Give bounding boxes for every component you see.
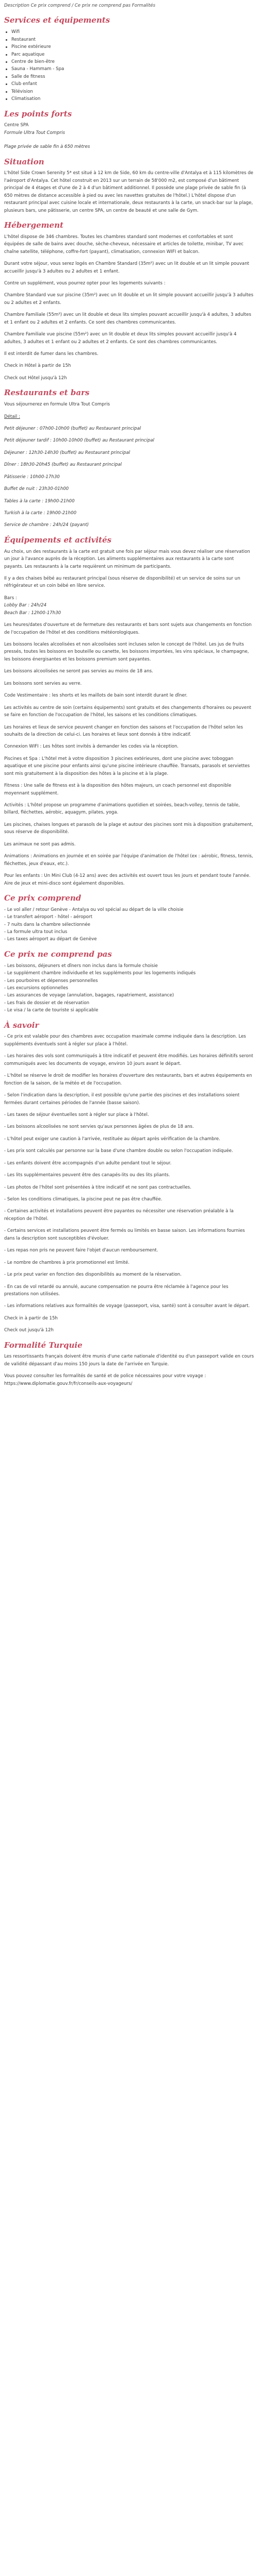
section-restaurants [4, 388, 254, 529]
bullet-icon [6, 76, 7, 78]
section-title: Restaurants et bars [4, 388, 90, 398]
paragraph: Durant votre séjour, vous serez logés en Chambre Standard (35m²) avec un lit double et un lit simple pouvant accueillir jusqu'à 3 adultes ou 2 adultes et 1 enfant. [4, 261, 249, 274]
paragraph: Centre SPA [4, 123, 29, 128]
paragraph: - Les horaires des vols sont communiqués à titre indicatif et peuvent être modifiés. Les horaires définitifs seront communiqués avec les documents de voyage, environ 10 jours avant le départ. [4, 1054, 253, 1066]
paragraph: Lobby Bar : 24h/24 [4, 603, 47, 608]
paragraph: Activités : L'hôtel propose un programme d'animations quotidien et soirées, beach-volley, tennis de table, billard, fléchettes, aérobic, aquagym, pilates, yoga. [4, 803, 240, 816]
section-title: Hébergement [4, 221, 63, 230]
paragraph: - Les pourboires et dépenses personnelles [4, 978, 98, 984]
paragraph: Pour les enfants : Un Mini Club (4-12 ans) avec des activités est ouvert tous les jours et pendant toute l'année. Aire de jeux et mini-disco sont également disponibles. [4, 873, 251, 886]
paragraph: - Les lits supplémentaires peuvent être des canapés-lits ou des lits pliants. [4, 1173, 170, 1178]
paragraph: - Les repas non pris ne peuvent faire l'objet d'aucun remboursement. [4, 1248, 158, 1253]
paragraph: Fitness : Une salle de fitness est à la disposition des hôtes majeurs, un coach personnel est disponible moyennant supplément. [4, 783, 232, 796]
breadcrumb-intro: Description Ce prix comprend / Ce prix ne comprend pas Formalités [4, 3, 155, 8]
bullet-icon [6, 91, 7, 93]
paragraph: Chambre Familiale vue piscine (55m²) avec un lit double et deux lits simples pouvant accueillir jusqu'à 4 adultes, 3 adultes et 1 enfant ou 2 adultes et 2 enfants. Ce sont des chambres communicantes. [4, 332, 237, 345]
list-item: Parc aquatique [4, 51, 254, 58]
paragraph: - Le prix peut varier en fonction des disponibilités au moment de la réservation. [4, 1272, 182, 1278]
list-item: Piscine extérieure [4, 43, 254, 50]
paragraph: - Les boissons, déjeuners et dîners non inclus dans la formule choisie [4, 963, 158, 969]
paragraph: Animations : Animations en journée et en soirée par l'équipe d'animation de l'hôtel (ex : aérobic, fitness, tennis, fléchettes, jeux d'eaux, etc.). [4, 854, 253, 867]
paragraph: - L'hôtel peut exiger une caution à l'arrivée, restituée au départ après vérification de la chambre. [4, 1136, 220, 1142]
paragraph: Vous séjournerez en formule Ultra Tout Compris [4, 402, 110, 408]
paragraph: Code Vestimentaire : les shorts et les maillots de bain sont interdit durant le dîner. [4, 693, 188, 699]
paragraph: - Ce prix est valable pour des chambres avec occupation maximale comme indiquée dans la description. Les suppléments éventuels sont à régler sur place à l'hôtel. [4, 1034, 246, 1047]
list-item: Télévision [4, 88, 254, 95]
section-title: À savoir [4, 1020, 39, 1030]
list-item: Sauna - Hammam - Spa [4, 65, 254, 73]
section-formalites [4, 1341, 254, 1388]
paragraph: - Les photos de l'hôtel sont présentées à titre indicatif et ne sont pas contractuelles. [4, 1184, 191, 1190]
paragraph: - Certaines activités et installations peuvent être payantes ou nécessiter une réservation préalable à la réception de l'hôtel. [4, 1209, 234, 1222]
paragraph: Piscines et Spa : L'hôtel met à votre disposition 3 piscines extérieures, dont une piscine avec toboggan aquatique et une piscine pour enfants ainsi qu'une piscine intérieure chauffée. Transats, parasols et serviettes sont mis gratuitement à la disposition des hôtes à la piscine et à la plage. [4, 756, 250, 776]
paragraph: L'hôtel dispose de 346 chambres. Toutes les chambres standard sont modernes et confortables et sont équipées de salle de bains avec douche, sèche-cheveux, nécessaire et articles de toilette, minibar, TV avec chaîne satellite, téléphone, coffre-fort (payant), climatisation, connexion WIFI et balcon. [4, 234, 244, 255]
section-title: Ce prix ne comprend pas [4, 949, 112, 959]
paragraph: - Le nombre de chambres à prix promotionnel est limité. [4, 1260, 130, 1265]
list-item: Centre de bien-être [4, 58, 254, 65]
section-title: Équipements et activités [4, 535, 111, 545]
bullet-icon [6, 83, 7, 85]
bullet-icon [6, 54, 7, 56]
paragraph: - En cas de vol retardé ou annulé, aucune compensation ne pourra être réclamée à l'agence pour les prestations non utilisées. [4, 1284, 229, 1297]
section-title: Situation [4, 157, 44, 166]
section-ce-prix-comprend [4, 893, 254, 943]
paragraph: - Le transfert aéroport - hôtel - aéroport [4, 914, 92, 920]
paragraph: Contre un supplément, vous pourrez opter pour les logements suivants : [4, 280, 166, 286]
paragraph: Formule Ultra Tout Compris [4, 130, 66, 135]
section-title: Formalité Turquie [4, 1340, 83, 1350]
paragraph: Les animaux ne sont pas admis. [4, 841, 76, 847]
bullet-icon [6, 98, 7, 100]
paragraph: Les boissons locales alcoolisées et non alcoolisées sont incluses selon le concept de l'hôtel. Les jus de fruits pressés, toutes les boissons en bouteille ou canette, les boissons importées, les vins spéciaux, le champagne, les boissons énergisantes et les boissons premium sont payantes. [4, 642, 249, 662]
paragraph: Il est interdit de fumer dans les chambres. [4, 351, 99, 357]
paragraph: Buffet de nuit : 23h30-01h00 [4, 486, 69, 492]
paragraph: Il y a des chaises bébé au restaurant principal (sous réserve de disponibilité) et un service de soins sur un réfrigérateur et un coin bébé en libre service. [4, 575, 240, 589]
paragraph: - Le supplément chambre individuelle et les suppléments pour les logements indiqués [4, 971, 196, 976]
paragraph: Les horaires et lieux de service peuvent changer en fonction des saisons et l'occupation de l'hôtel selon les souhaits de la direction de celui-ci. Les horaires et lieux sont donnés à titre indicatif. [4, 724, 243, 737]
paragraph: - Les taxes de séjour éventuelles sont à régler sur place à l'hôtel. [4, 1112, 149, 1117]
paragraph: Les activités au centre de soin (certains équipements) sont gratuits et des changements d'horaires ou peuvent se faire en fonction de l'occupation de l'hôtel, les saisons et les conditions climatiques. [4, 705, 251, 718]
section-equipements [4, 535, 254, 887]
paragraph: Dîner : 18h30-20h45 (buffet) au Restaurant principal [4, 462, 122, 468]
paragraph: Petit déjeuner tardif : 10h00-10h00 (buffet) au Restaurant principal [4, 438, 154, 444]
paragraph: - Les assurances de voyage (annulation, bagages, rapatriement, assistance) [4, 993, 174, 998]
bullet-icon [6, 46, 7, 48]
paragraph: - L'hôtel se réserve le droit de modifier les horaires d'ouverture des restaurants, bars et autres équipements en fonction de la saison, de la météo et de l'occupation. [4, 1073, 252, 1086]
paragraph: Check in à partir de 15h [4, 1315, 58, 1321]
list-item: Salle de fitness [4, 73, 254, 80]
paragraph: - La formule ultra tout inclus [4, 929, 68, 935]
paragraph: - Certains services et installations peuvent être fermés ou limités en basse saison. Les informations fournies dans la description sont susceptibles d'évoluer. [4, 1228, 245, 1241]
section-a-savoir [4, 1021, 254, 1334]
paragraph: - Les boissons alcoolisées ne sont servies qu'aux personnes âgées de plus de 18 ans. [4, 1124, 194, 1130]
paragraph: - Les frais de dossier et de réservation [4, 1000, 90, 1006]
section-hebergement [4, 221, 254, 382]
bullet-icon [6, 39, 7, 41]
paragraph: - Selon l'indication dans la description, il est possible qu'une partie des piscines et des installations soient fermées durant certaines périodes de l'année (basse saison). [4, 1093, 240, 1106]
paragraph: - Les informations relatives aux formalités de voyage (passeport, visa, santé) sont à consulter avant le départ. [4, 1303, 250, 1309]
paragraph: Vous pouvez consulter les formalités de santé et de police nécessaires pour votre voyage : https://www.diplomatie.gouv.fr/fr/conseils-aux-voyageurs/ [4, 1374, 206, 1386]
section-title: Ce prix comprend [4, 893, 82, 903]
paragraph: - Le visa / la carte de touriste si applicable [4, 1008, 99, 1013]
paragraph: Tables à la carte : 19h00-21h00 [4, 498, 75, 504]
paragraph: Déjeuner : 12h30-14h30 (buffet) au Restaurant principal [4, 450, 130, 455]
list-item: Club enfant [4, 80, 254, 88]
paragraph: Les boissons sont servies au verre. [4, 681, 82, 686]
section-points-forts [4, 109, 254, 151]
bullet-icon [6, 69, 7, 70]
paragraph: Les boissons alcoolisées ne seront pas servies au moins de 18 ans. [4, 669, 153, 674]
section-services [4, 15, 254, 103]
paragraph: Petit déjeuner : 07h00-10h00 (buffet) au Restaurant principal [4, 426, 141, 431]
paragraph: - Les prix sont calculés par personne sur la base d'une chambre double ou selon l'occupation indiquée. [4, 1148, 233, 1154]
bullet-icon [6, 61, 7, 63]
paragraph: Les heures/dates d'ouverture et de fermeture des restaurants et bars sont sujets aux changements en fonction de l'occupation de l'hôtel et des conditions météorologiques. [4, 622, 252, 635]
section-ne-comprend-pas [4, 950, 254, 1014]
paragraph: - Le vol aller / retour Genève - Antalya ou vol spécial au départ de la ville choisie [4, 907, 184, 912]
paragraph: Check in Hôtel à partir de 15h [4, 363, 71, 369]
paragraph: Connexion WIFI : Les hôtes sont invités à demander les codes via la réception. [4, 744, 179, 750]
paragraph: Service de chambre : 24h/24 (payant) [4, 522, 89, 528]
paragraph: - Les excursions optionnelles [4, 985, 68, 991]
paragraph: Les ressortissants français doivent être munis d'une carte nationale d'identité ou d'un passeport valide en cours de validité dépassant d'au moins 150 jours la date de l'arrivée en Turquie. [4, 1354, 254, 1367]
list-item: Climatisation [4, 95, 254, 103]
bullet-icon [6, 31, 7, 33]
paragraph: - Selon les conditions climatiques, la piscine peut ne pas être chauffée. [4, 1197, 163, 1202]
paragraph: Chambre Familiale (55m²) avec un lit double et deux lits simples pouvant accueillir jusqu'à 4 adultes, 3 adultes et 1 enfant ou 2 adultes et 2 enfants. Ce sont des chambres communicantes. [4, 312, 251, 325]
paragraph: Chambre Standard vue sur piscine (35m²) avec un lit double et un lit simple pouvant accueillir jusqu'à 3 adultes ou 2 adultes et 2 enfants. [4, 293, 253, 306]
paragraph: - Les taxes aéroport au départ de Genève [4, 937, 97, 942]
services-list [4, 28, 254, 103]
list-item: Wifi [4, 28, 254, 36]
section-situation [4, 157, 254, 214]
paragraph: Pâtisserie : 10h00-17h30 [4, 474, 60, 480]
paragraph: Check out Hôtel jusqu'à 12h [4, 375, 67, 381]
paragraph: Beach Bar : 12h00-17h30 [4, 610, 61, 616]
paragraph: Au choix, un des restaurants à la carte est gratuit une fois par séjour mais vous devez réaliser une réservation un jour à l'avance auprès de la réception. Les aliments supplémentaires aux restaurants à la carte sont payants. Les restaurants à la carte requièrent un minimum de participants. [4, 549, 250, 569]
paragraph: Détail : [4, 414, 20, 419]
section-title: Services et équipements [4, 15, 110, 25]
paragraph: L'hôtel Side Crown Serenity 5* est situé à 12 km de Side, 60 km du centre-ville d'Antalya et à 115 kilomètres de l'aéroport d'Antalya. Cet hôtel construit en 2013 sur un terrain de 58'000 m2, est composé d'un bâtiment principal de 4 étages et d'une de 2 à 4 d'un bâtiment additionnel. Il possède une plage privée de sable fin (à 650 mètres de distance accessible à pied ou avec les navettes gratuites de l'hôtel.) L'hôtel dispose d'un restaurant principal avec cuisine locale et internationale, deux restaurants à la carte, un snack-bar sur la plage, plusieurs bars, une pâtisserie, un centre SPA, un centre de beauté et une salle de Gym. [4, 171, 253, 213]
paragraph: - Les enfants doivent être accompagnés d'un adulte pendant tout le séjour. [4, 1160, 172, 1166]
list-item: Restaurant [4, 36, 254, 43]
paragraph: Bars : [4, 595, 17, 601]
section-title: Les points forts [4, 109, 72, 118]
paragraph: Plage privée de sable fin à 650 mètres [4, 144, 90, 150]
paragraph: - 7 nuits dans la chambre sélectionnée [4, 922, 90, 927]
paragraph: Check out jusqu'à 12h [4, 1328, 54, 1333]
paragraph: Turkish à la carte : 19h00-21h00 [4, 511, 77, 516]
paragraph: Les piscines, chaises longues et parasols de la plage et autour des piscines sont mis à disposition gratuitement, sous réserve de disponibilité. [4, 822, 253, 835]
